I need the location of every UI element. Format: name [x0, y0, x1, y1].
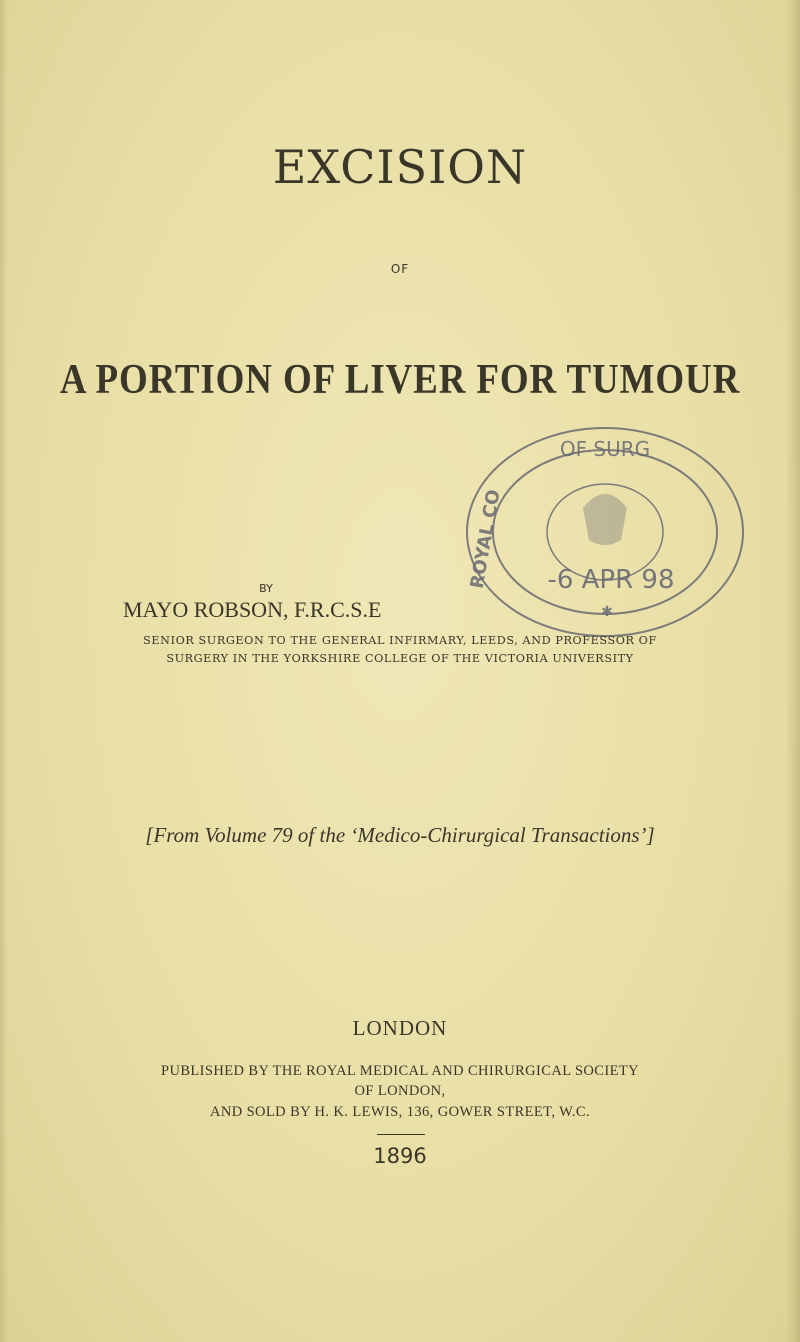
imprint-publisher-line2: OF LONDON,: [354, 1083, 446, 1099]
imprint-city: LONDON: [352, 1016, 448, 1040]
subtitle: A PORTION OF LIVER FOR TUMOUR: [59, 357, 741, 403]
source-note: [From Volume 79 of the ‘Medico-Chirurgical Transactions’]: [145, 823, 655, 847]
title-connector: OF: [390, 262, 410, 276]
byline-label: BY: [259, 582, 273, 595]
author-affiliation-line1: SENIOR SURGEON TO THE GENERAL INFIRMARY, LEEDS, AND PROFESSOR OF: [143, 634, 657, 647]
publication-year: 1896: [373, 1144, 427, 1168]
stamp-star: ✱: [601, 604, 613, 620]
imprint-publisher-line1: PUBLISHED BY THE ROYAL MEDICAL AND CHIRURGICAL SOCIETY: [161, 1063, 639, 1079]
page-edge-shadow-right: [786, 0, 800, 1342]
main-title: EXCISION: [272, 140, 528, 194]
page-edge-shadow-left: [0, 0, 8, 1342]
imprint-divider: [377, 1134, 425, 1135]
author-affiliation-line2: SURGERY IN THE YORKSHIRE COLLEGE OF THE VICTORIA UNIVERSITY: [166, 652, 634, 665]
imprint-seller-line: AND SOLD BY H. K. LEWIS, 136, GOWER STREET, W.C.: [209, 1104, 591, 1120]
stamp-left-text: ROYAL CO: [466, 487, 505, 591]
author-name: MAYO ROBSON, F.R.C.S.E: [123, 597, 382, 622]
stamp-top-text: OF SURG: [559, 437, 651, 461]
stamp-emblem: [583, 494, 627, 545]
stamp-date: -6 APR 98: [547, 565, 675, 595]
